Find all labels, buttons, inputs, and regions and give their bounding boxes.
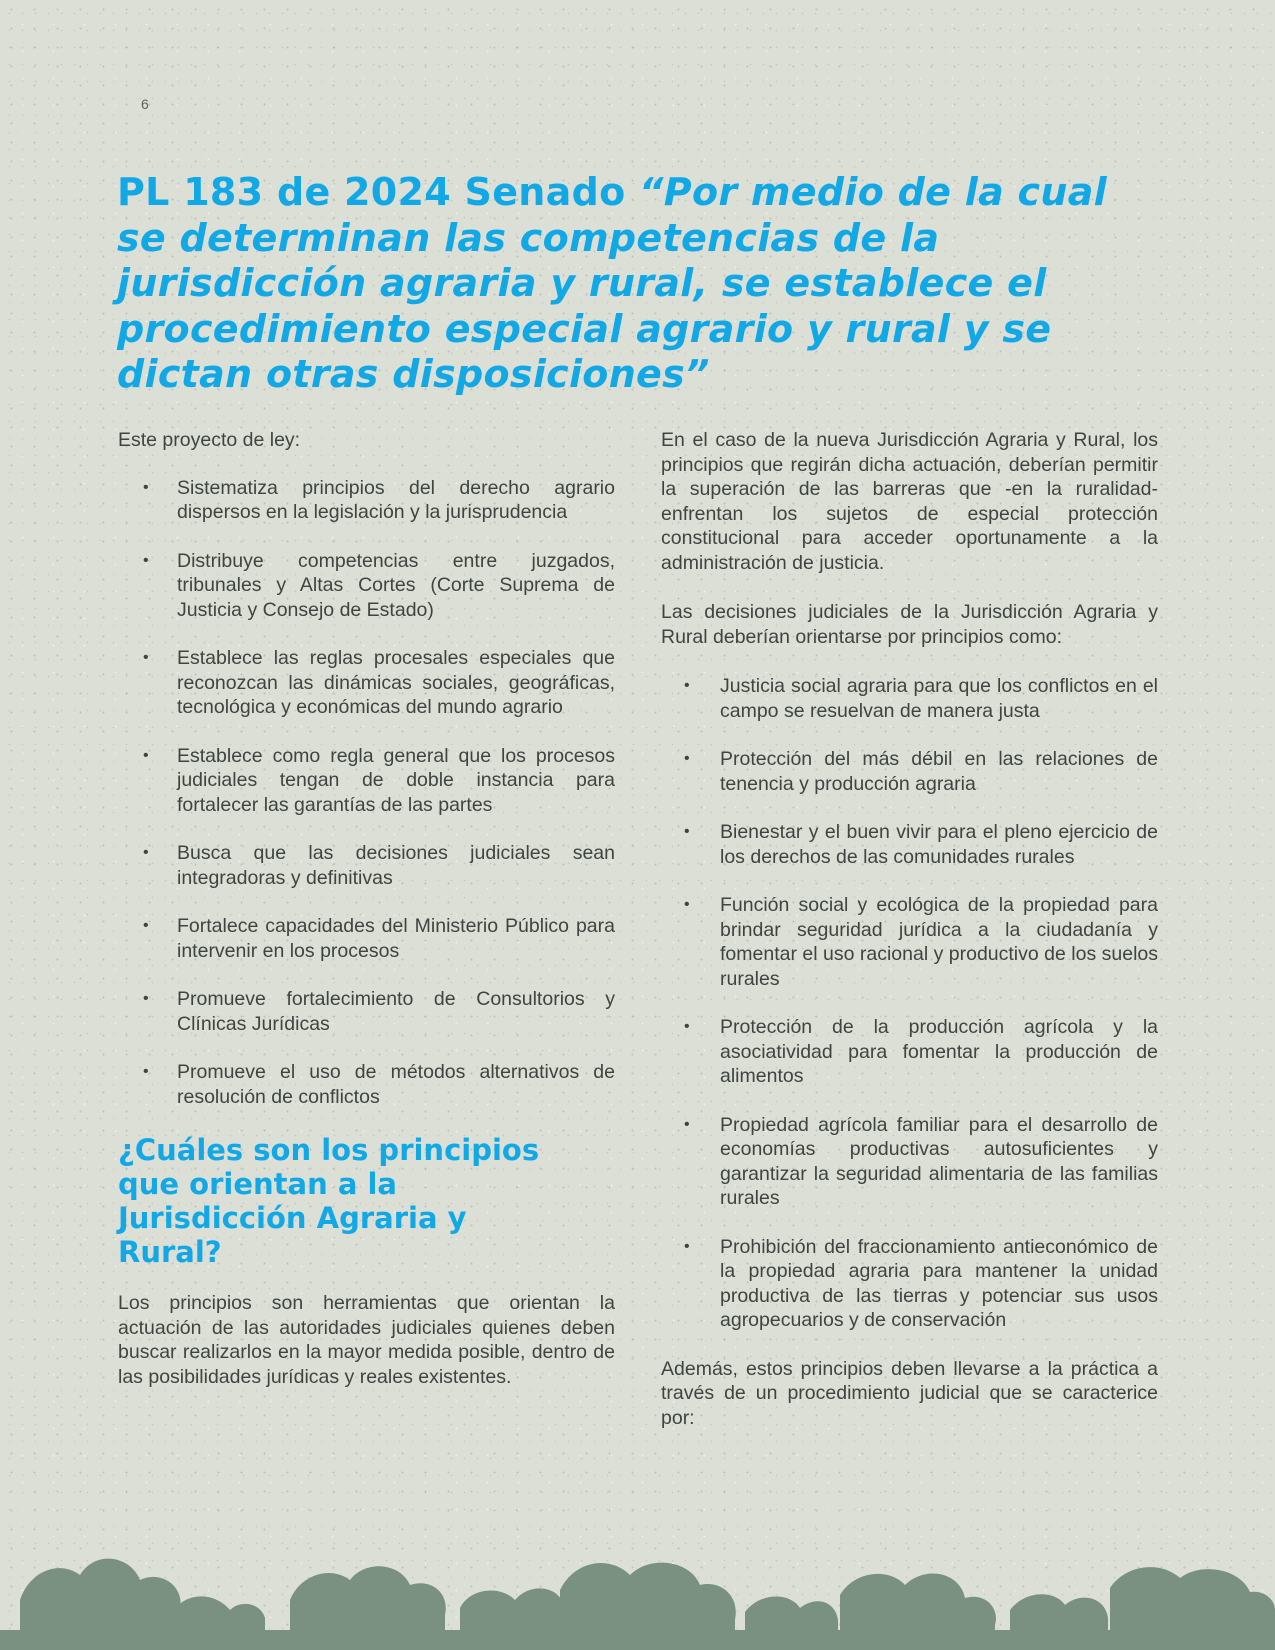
left-column [118, 428, 615, 1389]
list-item: • Establece las reglas procesales especiales que reconozcan las dinámicas sociales, geográficas, tecnológica y económicas del mundo agrario [143, 647, 615, 718]
bullet-icon: • [143, 990, 149, 1007]
bullet-icon: • [143, 746, 149, 764]
bullet-icon: • [684, 823, 690, 840]
bullet-icon: • [684, 1115, 690, 1133]
list-item: • Sistematiza principios del derecho agrario dispersos en la legislación y la jurisprudencia [143, 476, 615, 523]
list-item: • Prohibición del fraccionamiento antieconómico de la propiedad agraria para mantener la unidad productiva de las tierras y potenciar sus usos agropecuarios y de conservación [684, 1235, 1158, 1331]
page-number: 6 [141, 96, 149, 112]
title-emphasis: “Por medio de la cual se determinan las competencias de la jurisdicción agraria y rural, se establece el procedimiento especial agrario y rural y se dictan otras disposiciones” [117, 170, 1107, 396]
left-closing-paragraph: Los principios son herramientas que orientan la actuación de las autoridades judiciales quienes deben buscar realizarlos en la mayor medida posible, dentro de las posibilidades jurídicas y reales existentes. [118, 1292, 615, 1388]
list-item: • Fortalece capacidades del Ministerio Público para intervenir en los procesos [143, 915, 615, 962]
bullet-icon: • [684, 750, 690, 767]
bullet-icon: • [143, 478, 149, 496]
right-column [661, 428, 1158, 1430]
list-item: • Bienestar y el buen vivir para el pleno ejercicio de los derechos de las comunidades rurales [684, 821, 1158, 868]
landscape-illustration [0, 1530, 1275, 1650]
left-intro: Este proyecto de ley: [118, 429, 301, 451]
right-paragraph-2: Las decisiones judiciales de la Jurisdicción Agraria y Rural deberían orientarse por principios como: [661, 601, 1158, 648]
list-item: • Promueve fortalecimiento de Consultorios y Clínicas Jurídicas [143, 988, 615, 1035]
bullet-icon: • [684, 1237, 690, 1255]
list-item: • Protección de la producción agrícola y la asociatividad para fomentar la producción de alimentos [684, 1016, 1158, 1087]
left-bullet-list [118, 476, 615, 1110]
list-item: • Establece como regla general que los procesos judiciales tengan de doble instancia para fortalecer las garantías de las partes [143, 744, 615, 816]
list-item: • Justicia social agraria para que los conflictos en el campo se resuelvan de manera justa [684, 675, 1158, 722]
list-item: • Protección del más débil en las relaciones de tenencia y producción agraria [684, 748, 1158, 795]
bullet-icon: • [143, 649, 149, 666]
right-closing-paragraph: Además, estos principios deben llevarse a la práctica a través de un procedimiento judicial que se caracterice por: [661, 1357, 1158, 1429]
title-plain: PL 183 de 2024 Senado [117, 170, 640, 214]
section-heading: ¿Cuáles son los principios que orientan a la Jurisdicción Agraria y Rural? [118, 1133, 540, 1269]
list-item: • Promueve el uso de métodos alternativos de resolución de conflictos [143, 1061, 615, 1108]
bullet-icon: • [684, 677, 690, 694]
bullet-icon: • [143, 844, 149, 861]
bullet-icon: • [143, 551, 149, 569]
bullet-icon: • [143, 917, 149, 934]
list-item: • Busca que las decisiones judiciales sean integradoras y definitivas [143, 842, 615, 889]
list-item: • Distribuye competencias entre juzgados, tribunales y Altas Cortes (Corte Suprema de Justicia y Consejo de Estado) [143, 549, 615, 621]
page-title [117, 170, 1127, 398]
bullet-icon: • [684, 1018, 690, 1035]
bullet-icon: • [143, 1063, 149, 1080]
right-paragraph-1: En el caso de la nueva Jurisdicción Agraria y Rural, los principios que regirán dicha actuación, deberían permitir la superación de las barreras que -en la ruralidad- enfrentan los sujetos de especial protección constitucional para acceder oportunamente a la administración de justicia. [661, 429, 1158, 574]
list-item: • Función social y ecológica de la propiedad para brindar seguridad jurídica a la ciudadanía y fomentar el uso racional y productivo de los suelos rurales [684, 894, 1158, 990]
list-item: • Propiedad agrícola familiar para el desarrollo de economías productivas autosuficientes y garantizar la seguridad alimentaria de las familias rurales [684, 1113, 1158, 1209]
bullet-icon: • [684, 896, 690, 913]
right-bullet-list [661, 674, 1158, 1333]
